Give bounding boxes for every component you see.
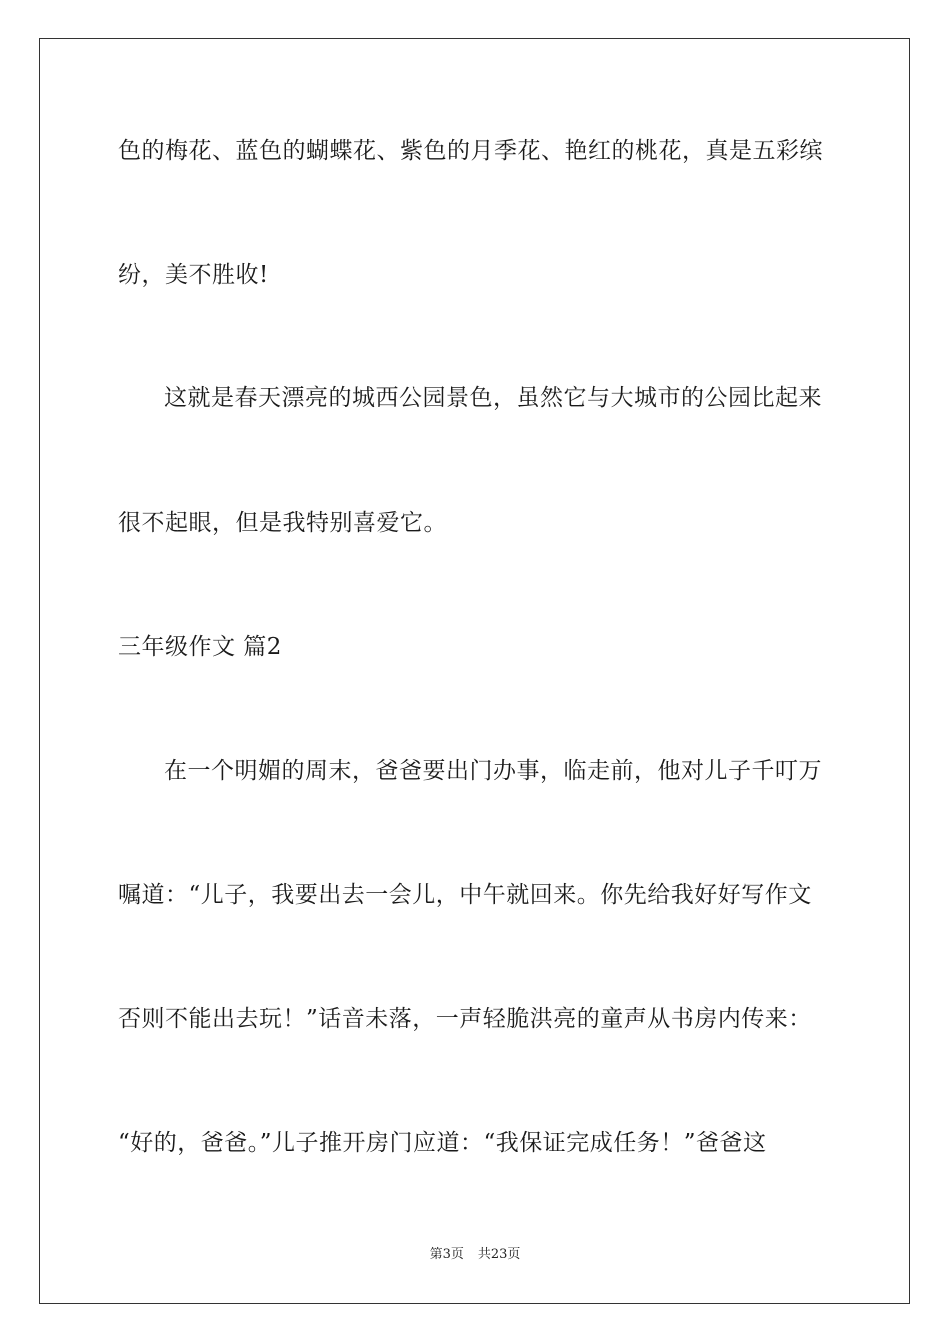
page-footer	[0, 1246, 950, 1264]
page-border	[39, 38, 910, 1304]
text-line-8: 否则不能出去玩！”话音未落，一声轻脆洪亮的童声从书房内传来：	[118, 1006, 812, 1032]
paragraph-start-line-2: 在一个明媚的周末，爸爸要出门办事，临走前，他对儿子千叮万	[164, 758, 822, 784]
text-line-7: 嘱道：“儿子，我要出去一会儿，中午就回来。你先给我好好写作文	[118, 882, 812, 908]
section-heading: 三年级作文 篇2	[118, 634, 282, 660]
text-line-2: 纷，美不胜收!	[118, 262, 269, 288]
text-line-1: 色的梅花、蓝色的蝴蝶花、紫色的月季花、艳红的桃花，真是五彩缤	[118, 138, 823, 164]
paragraph-start-line: 这就是春天漂亮的城西公园景色，虽然它与大城市的公园比起来	[164, 385, 822, 411]
text-line-4: 很不起眼，但是我特别喜爱它。	[118, 510, 447, 536]
page-number: 第3页	[429, 1247, 464, 1262]
text-line-9: “好的，爸爸。”儿子推开房门应道：“我保证完成任务！”爸爸这	[118, 1130, 767, 1156]
total-pages: 共23页	[477, 1247, 521, 1262]
